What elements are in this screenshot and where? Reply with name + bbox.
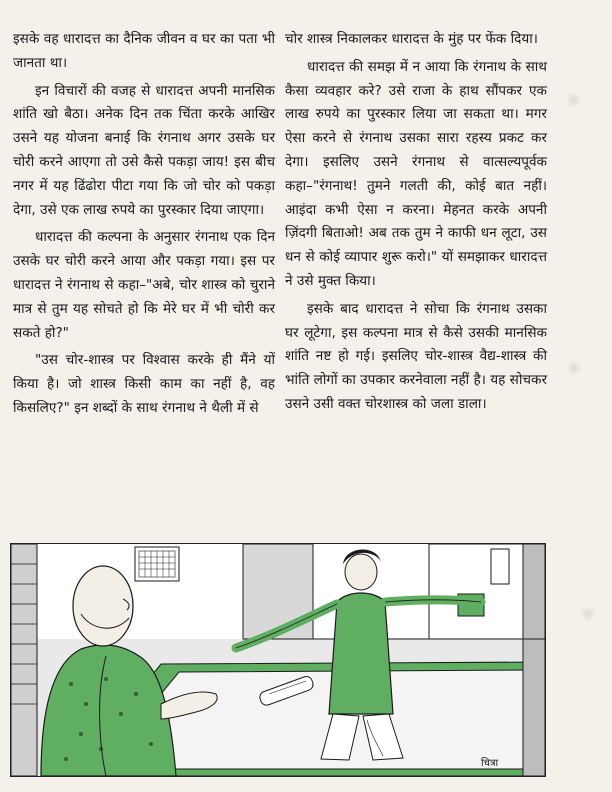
illustration-drawing [11, 544, 545, 776]
story-illustration [10, 543, 546, 777]
paragraph: "उस चोर-शास्त्र पर विश्वास करके ही मैंने यों किया है। जो शास्त्र किसी काम का नहीं है, वह किसलिए?" इन शब्दों के साथ रंगनाथ ने थैली में से [13, 352, 275, 416]
flower-ornament [580, 606, 596, 622]
left-text-column [13, 28, 275, 425]
paragraph: इन विचारों की वजह से धारादत्त अपनी मानसिक शांति खो बैठा। अनेक दिन तक चिंता करके आखिर उसने यह योजना बनाई कि रंगनाथ अगर उसके घर चोरी करने आएगा तो उसे कैसे पकड़ा जाय! इस बीच नगर में यह ढिंढोरा पीटा गया कि जो चोर को पकड़ा देगा, उसे एक लाख रुपये का पुरस्कार दिया जाएगा। [13, 82, 275, 218]
right-text-column [285, 28, 547, 421]
flower-ornament [566, 92, 582, 108]
window-lattice [135, 547, 179, 581]
paragraph: चोर शास्त्र निकालकर धारादत्त के मुंह पर फेंक दिया। [285, 31, 538, 47]
artist-signature: चित्रा [481, 758, 499, 769]
paragraph: धारादत्त की समझ में न आया कि रंगनाथ के साथ कैसा व्यवहार करे? उसे राजा के हाथ सौंपकर एक लाख रुपये का पुरस्कार लिया जा सकता था। मगर ऐसा करने से रंगनाथ उसका सारा रहस्य प्रकट कर देगा। इसलिए उसने रंगनाथ से वात्सल्यपूर्वक कहा–"रंगनाथ! तुमने गलती की, कोई बात नहीं। आइंदा कभी ऐसा न करना। मेहनत करके अपनी ज़िंदगी बिताओ! अब तक तुम ने काफी धन लूटा, उस धन से कोई व्यापार शुरू करो।" यों समझाकर धारादत्त ने उसे मुक्त किया। [285, 58, 547, 289]
paragraph: इसके वह धारादत्त का दैनिक जीवन व घर का पता भी जानता था। [13, 31, 275, 71]
paragraph: इसके बाद धारादत्त ने सोचा कि रंगनाथ उसका घर लूटेगा, इस कल्पना मात्र से कैसे उसकी मानसिक शांति नष्ट हो गई। इसलिए चोर-शास्त्र वैद्य-शास्त्र की भांति लोगों का उपकार करनेवाला नहीं है। यह सोचकर उसने उसी वक्त चोरशास्त्र को जला डाला। [285, 300, 547, 412]
paragraph: धारादत्त की कल्पना के अनुसार रंगनाथ एक दिन उसके घर चोरी करने आया और पकड़ा गया। इस पर धारादत्त ने रंगनाथ से कहा–"अबे, चोर शास्त्र को चुराने मात्र से तुम यह सोचते हो कि मेरे घर में भी चोरी कर सकते हो?" [13, 229, 275, 341]
flower-ornament [566, 360, 582, 376]
